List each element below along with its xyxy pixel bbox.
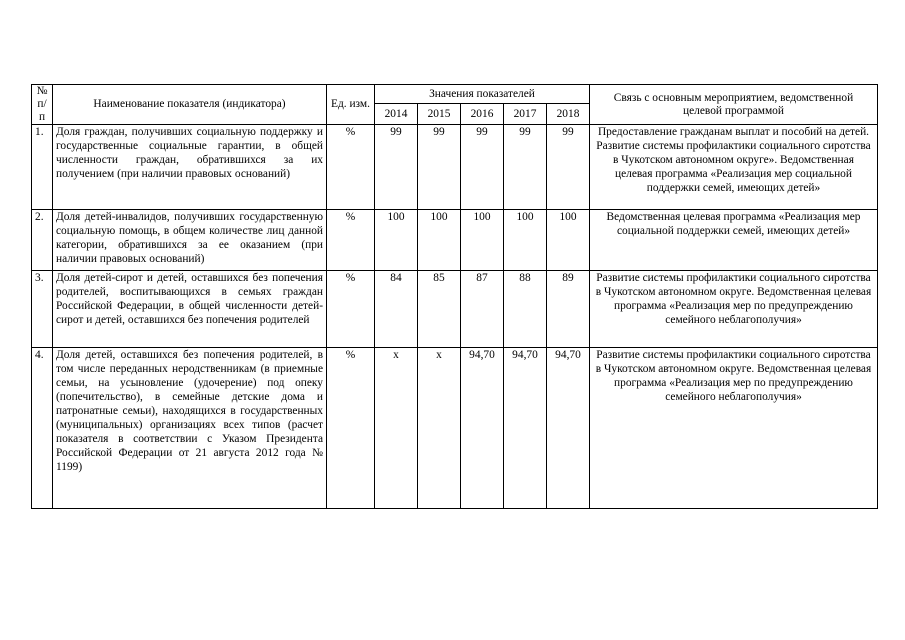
row-program-link: Предоставление гражданам выплат и пособий на детей. Развитие системы профилактики социального сиротства в Чукотском автономном округе». Ведомственная целевая программа «Реализация мер социальной поддержки семей, имеющих детей» [590,125,878,210]
header-year: 2016 [461,104,504,125]
row-value: 99 [375,125,418,210]
row-indicator-name: Доля граждан, получивших социальную поддержку и государственные социальные гарантии, в общей численности граждан, обратившихся за их получением (при наличии правовых оснований) [53,125,327,210]
header-name: Наименование показателя (индикатора) [53,85,327,125]
header-year: 2018 [547,104,590,125]
row-value: 94,70 [461,348,504,509]
row-num: 1. [32,125,53,210]
row-value: 87 [461,271,504,348]
row-indicator-name: Доля детей, оставшихся без попечения родителей, в том числе переданных неродственникам (в приемные семьи, на усыновление (удочерение) под опеку (попечительство), в семейные детские дома и патронатные семьи), находящихся в государственных (муниципальных) организациях всех типов (расчет показателя в соответствии с Указом Президента Российской Федерации от 21 августа 2012 года № 1199) [53,348,327,509]
row-value: 94,70 [547,348,590,509]
header-year: 2015 [418,104,461,125]
header-values-group: Значения показателей [375,85,590,104]
indicators-table [31,84,878,509]
row-value: 94,70 [504,348,547,509]
row-value: х [375,348,418,509]
table-header [32,85,878,125]
row-value: 88 [504,271,547,348]
row-program-link: Развитие системы профилактики социального сиротства в Чукотском автономном округе. Ведомственная целевая программа «Реализация мер по предупреждению семейного неблагополучия» [590,271,878,348]
row-value: 100 [418,210,461,271]
row-indicator-name: Доля детей-сирот и детей, оставшихся без попечения родителей, воспитывающихся в семьях граждан Российской Федерации, в общей численности детей-сирот и детей, оставшихся без попечения родителей [53,271,327,348]
row-value: 99 [547,125,590,210]
table-row [32,210,878,271]
row-program-link: Развитие системы профилактики социального сиротства в Чукотском автономном округе. Ведомственная целевая программа «Реализация мер по предупреждению семейного неблагополучия» [590,348,878,509]
row-value: 99 [461,125,504,210]
row-value: х [418,348,461,509]
table-row [32,271,878,348]
row-unit: % [327,271,375,348]
row-num: 4. [32,348,53,509]
table-row [32,348,878,509]
row-num: 3. [32,271,53,348]
header-link: Связь с основным мероприятием, ведомственной целевой программой [590,85,878,125]
header-year: 2017 [504,104,547,125]
row-program-link: Ведомственная целевая программа «Реализация мер социальной поддержки семей, имеющих детей» [590,210,878,271]
row-indicator-name: Доля детей-инвалидов, получивших государственную социальную помощь, в общем количестве лиц данной категории, обратившихся за ее оказанием (при наличии правовых оснований) [53,210,327,271]
row-unit: % [327,210,375,271]
header-num: № п/п [32,85,53,125]
row-value: 100 [375,210,418,271]
row-value: 89 [547,271,590,348]
row-value: 99 [504,125,547,210]
row-unit: % [327,348,375,509]
row-value: 85 [418,271,461,348]
row-value: 100 [547,210,590,271]
header-year: 2014 [375,104,418,125]
row-num: 2. [32,210,53,271]
table-row [32,125,878,210]
row-unit: % [327,125,375,210]
row-value: 99 [418,125,461,210]
row-value: 100 [504,210,547,271]
header-unit: Ед. изм. [327,85,375,125]
row-value: 84 [375,271,418,348]
row-value: 100 [461,210,504,271]
